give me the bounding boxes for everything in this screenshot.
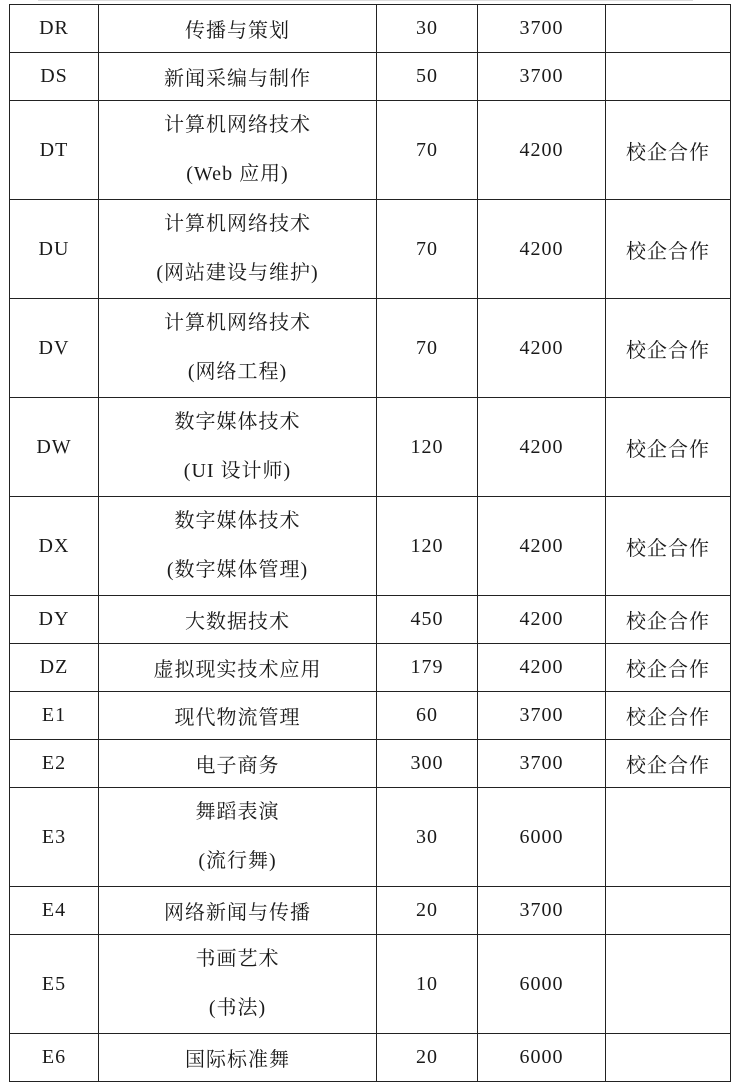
tuition-fee: 4200 (478, 200, 606, 299)
table-row (10, 101, 731, 200)
tuition-fee: 6000 (478, 935, 606, 1034)
table-row (10, 935, 731, 1034)
table-row (10, 200, 731, 299)
program-code: DW (10, 398, 99, 497)
table-row (10, 788, 731, 887)
program-name-line: 计算机网络技术 (164, 114, 311, 136)
program-code: E2 (10, 740, 99, 788)
enrollment-count: 120 (377, 497, 478, 596)
table-row (10, 692, 731, 740)
enrollment-count: 120 (377, 398, 478, 497)
program-name-line: 舞蹈表演 (195, 801, 280, 823)
remark (606, 5, 731, 53)
program-name-line: 电子商务 (195, 755, 280, 777)
tuition-fee: 6000 (478, 1034, 606, 1082)
program-code: E1 (10, 692, 99, 740)
remark: 校企合作 (606, 740, 731, 788)
program-name-line: 计算机网络技术 (164, 312, 311, 334)
enrollment-count: 20 (377, 887, 478, 935)
enrollment-count: 179 (377, 644, 478, 692)
tuition-fee: 3700 (478, 740, 606, 788)
program-name (99, 1034, 377, 1082)
remark: 校企合作 (606, 101, 731, 200)
table-row (10, 5, 731, 53)
table-row (10, 497, 731, 596)
program-name (99, 200, 377, 299)
program-direction: (书法) (208, 997, 267, 1019)
program-name-line: 书画艺术 (195, 948, 280, 970)
enrollment-count: 70 (377, 299, 478, 398)
remark: 校企合作 (606, 398, 731, 497)
program-code: DY (10, 596, 99, 644)
enrollment-count: 30 (377, 788, 478, 887)
tuition-fee: 4200 (478, 101, 606, 200)
program-name-line: 网络新闻与传播 (164, 902, 311, 924)
program-code: DZ (10, 644, 99, 692)
program-name (99, 53, 377, 101)
remark (606, 935, 731, 1034)
remark (606, 788, 731, 887)
program-name (99, 740, 377, 788)
table-row (10, 299, 731, 398)
program-name (99, 5, 377, 53)
program-code: DV (10, 299, 99, 398)
enrollment-count: 20 (377, 1034, 478, 1082)
program-name (99, 887, 377, 935)
table-row (10, 596, 731, 644)
program-name (99, 299, 377, 398)
program-code: DR (10, 5, 99, 53)
tuition-fee: 6000 (478, 788, 606, 887)
program-code: DS (10, 53, 99, 101)
top-divider (38, 0, 693, 1)
table-row (10, 53, 731, 101)
tuition-fee: 3700 (478, 887, 606, 935)
program-direction: (UI 设计师) (183, 460, 292, 482)
tuition-fee: 3700 (478, 5, 606, 53)
tuition-fee: 4200 (478, 299, 606, 398)
program-name-line: 国际标准舞 (185, 1049, 290, 1071)
remark: 校企合作 (606, 200, 731, 299)
program-direction: (网站建设与维护) (156, 262, 319, 284)
program-name-line: 数字媒体技术 (174, 411, 301, 433)
program-code: DT (10, 101, 99, 200)
program-code: E3 (10, 788, 99, 887)
program-name (99, 398, 377, 497)
remark (606, 887, 731, 935)
tuition-fee: 3700 (478, 692, 606, 740)
enrollment-count: 300 (377, 740, 478, 788)
program-direction: (网络工程) (187, 361, 288, 383)
program-name-line: 大数据技术 (185, 611, 290, 633)
enrollment-count: 30 (377, 5, 478, 53)
table-row (10, 887, 731, 935)
program-name-line: 传播与策划 (185, 20, 290, 42)
enrollment-count: 70 (377, 200, 478, 299)
enrollment-count: 450 (377, 596, 478, 644)
remark: 校企合作 (606, 596, 731, 644)
program-table (9, 4, 731, 1082)
remark: 校企合作 (606, 299, 731, 398)
program-code: DX (10, 497, 99, 596)
enrollment-count: 10 (377, 935, 478, 1034)
table-row (10, 1034, 731, 1082)
remark: 校企合作 (606, 644, 731, 692)
program-name-line: 新闻采编与制作 (164, 68, 311, 90)
enrollment-count: 70 (377, 101, 478, 200)
tuition-fee: 4200 (478, 644, 606, 692)
program-code: DU (10, 200, 99, 299)
remark: 校企合作 (606, 692, 731, 740)
program-name (99, 788, 377, 887)
enrollment-count: 60 (377, 692, 478, 740)
table-row (10, 398, 731, 497)
tuition-fee: 4200 (478, 398, 606, 497)
program-name (99, 692, 377, 740)
enrollment-count: 50 (377, 53, 478, 101)
remark: 校企合作 (606, 497, 731, 596)
program-direction: (流行舞) (198, 850, 277, 872)
program-code: E5 (10, 935, 99, 1034)
tuition-fee: 4200 (478, 497, 606, 596)
program-name (99, 101, 377, 200)
program-name (99, 644, 377, 692)
remark (606, 53, 731, 101)
program-name (99, 497, 377, 596)
program-name-line: 计算机网络技术 (164, 213, 311, 235)
program-code: E4 (10, 887, 99, 935)
remark (606, 1034, 731, 1082)
table-row (10, 644, 731, 692)
program-direction: (Web 应用) (186, 163, 289, 185)
tuition-fee: 3700 (478, 53, 606, 101)
program-code: E6 (10, 1034, 99, 1082)
tuition-fee: 4200 (478, 596, 606, 644)
program-name-line: 现代物流管理 (174, 707, 301, 729)
program-name-line: 数字媒体技术 (174, 510, 301, 532)
program-name-line: 虚拟现实技术应用 (153, 659, 322, 681)
program-name (99, 596, 377, 644)
program-name (99, 935, 377, 1034)
program-direction: (数字媒体管理) (166, 559, 309, 581)
table-row (10, 740, 731, 788)
